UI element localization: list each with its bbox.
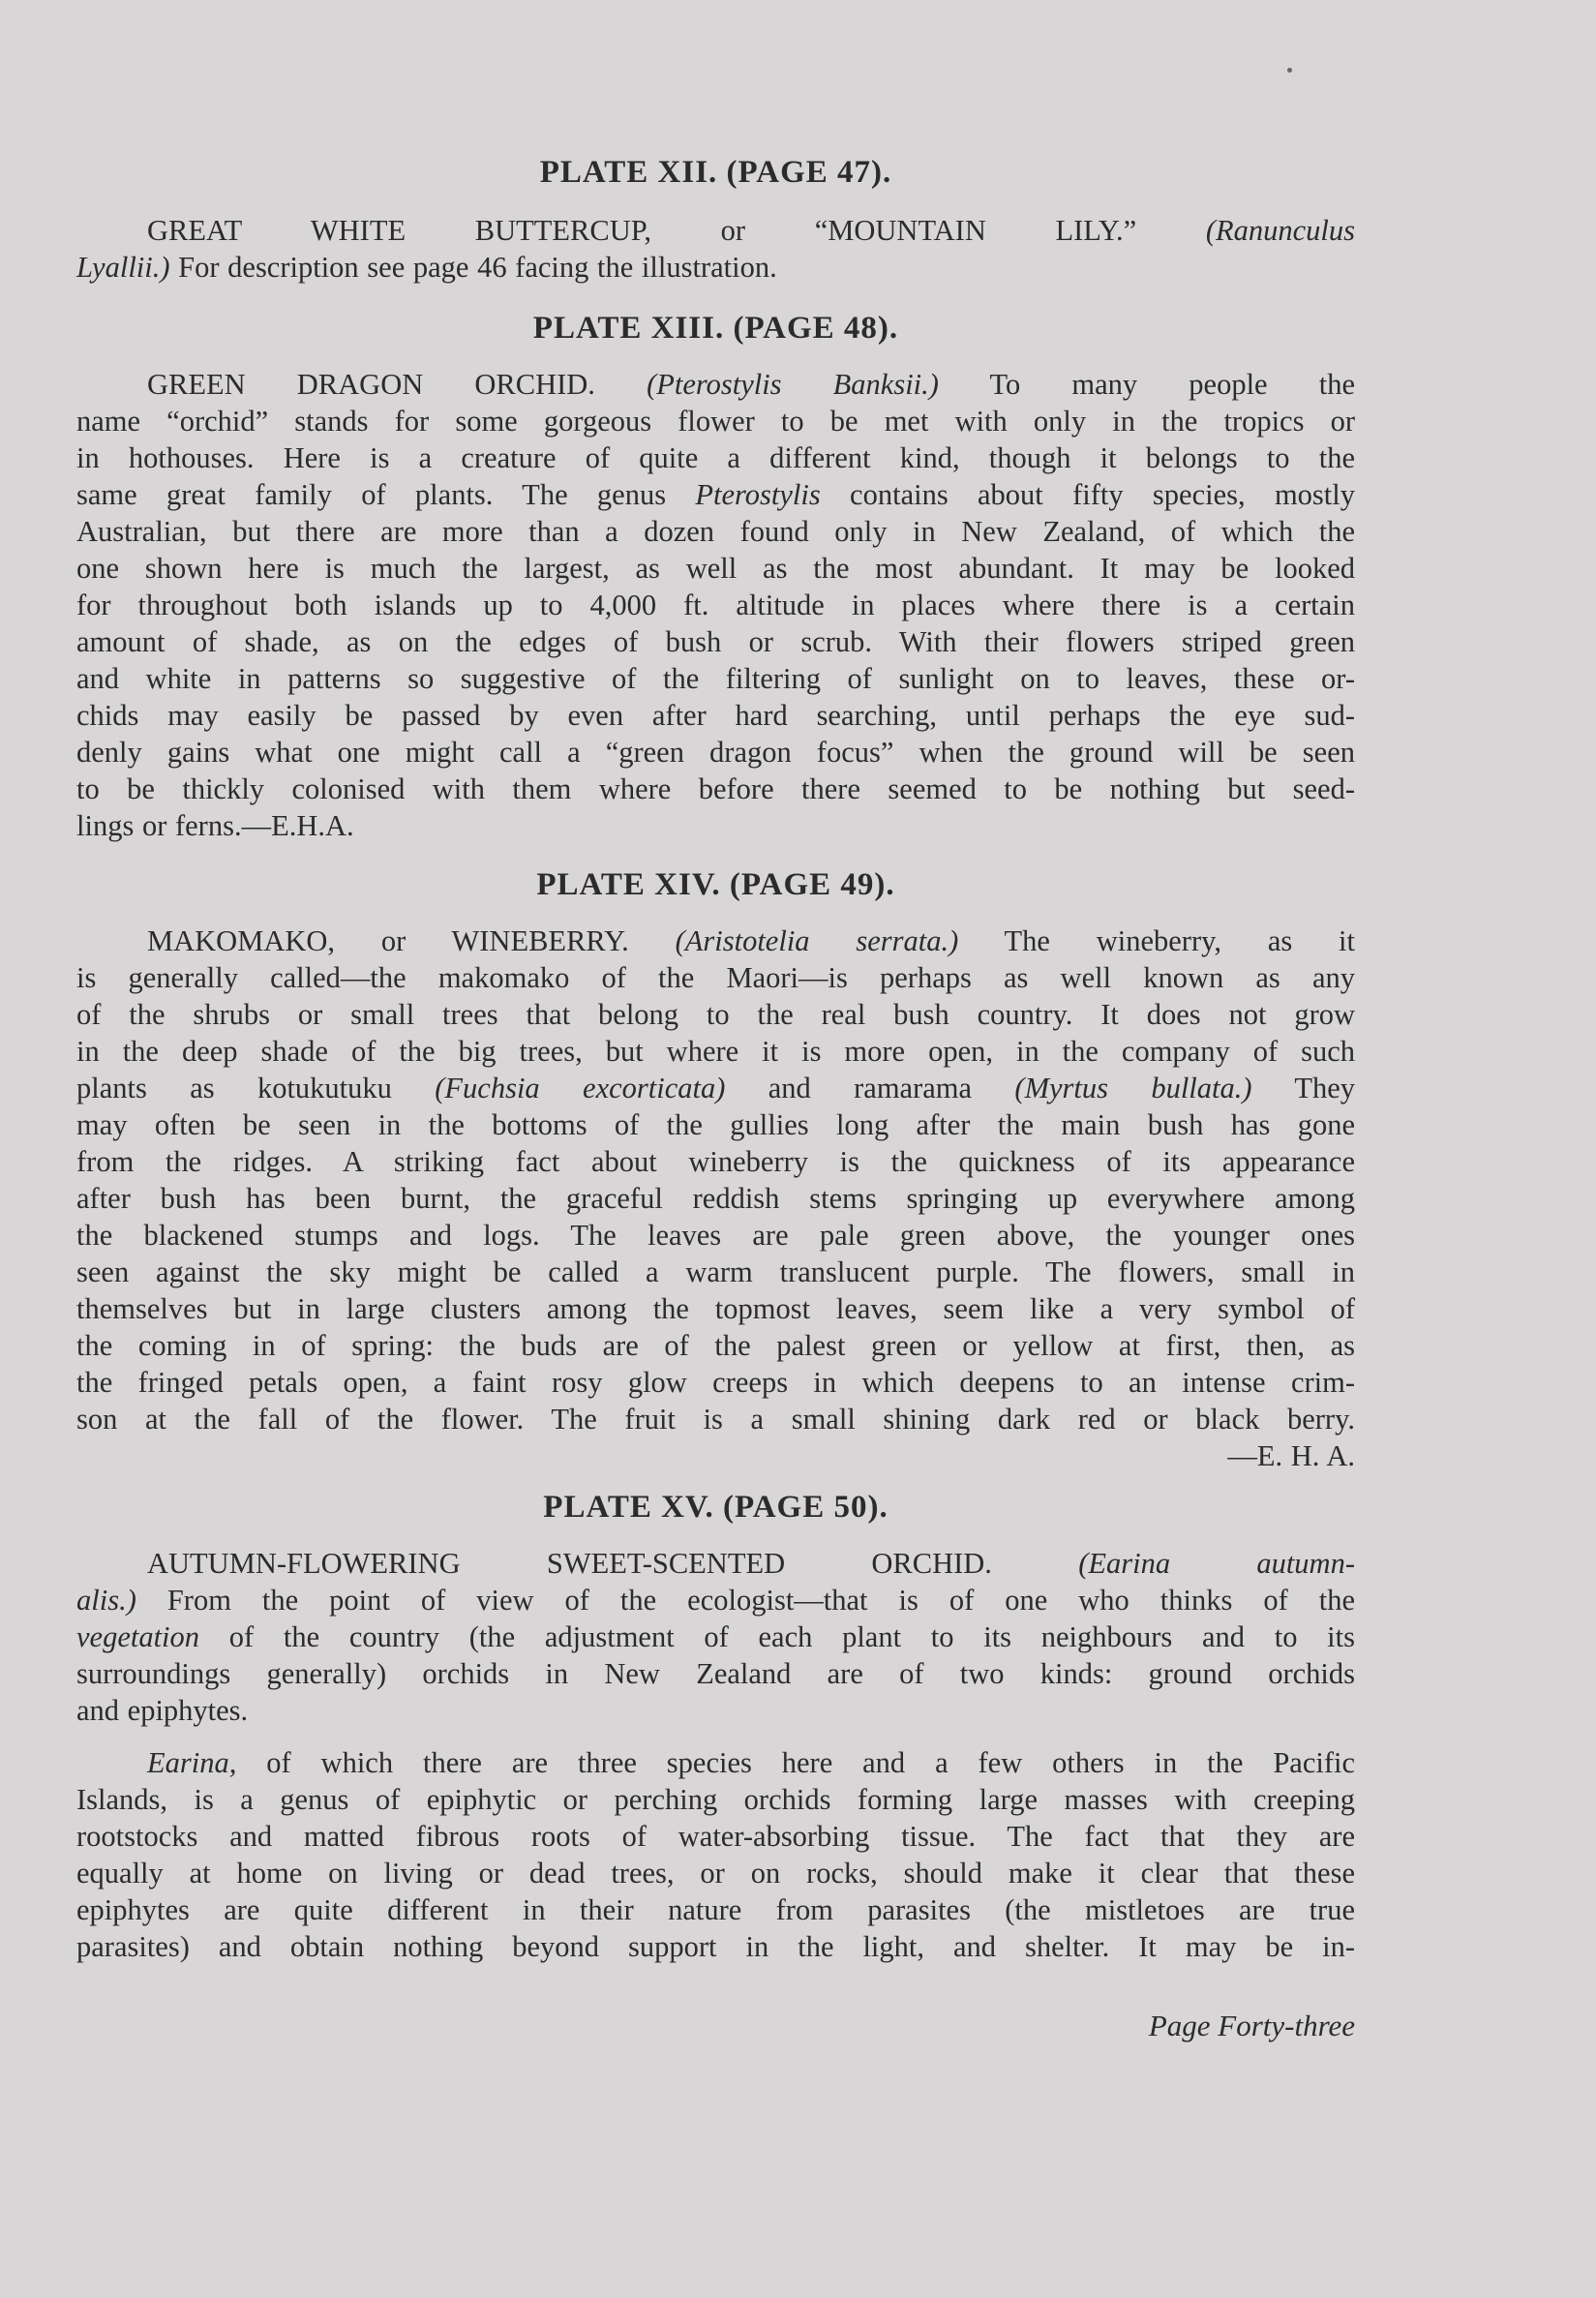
text-run: plants as kotukutuku [76,1072,436,1104]
text-run: denly gains what one might call a “green dragon focus” when the ground will be seen [76,736,1355,769]
text-line [76,1582,1355,1618]
text-line [76,1401,1355,1437]
text-line [76,1180,1355,1217]
text-line [76,1254,1355,1290]
text-run: in hothouses. Here is a creature of quite a different kind, though it belongs to the [76,441,1355,474]
text-run: and epiphytes. [76,1694,249,1727]
text-line [76,1545,1355,1582]
text-line [76,1818,1355,1855]
text-line [76,1364,1355,1401]
paragraph [76,1744,1355,1965]
italic-text: Pterostylis [695,478,821,511]
text-line [76,623,1355,660]
text-run: From the point of view of the ecologist—that is of one who thinks of the [136,1584,1355,1617]
text-line [76,1070,1355,1106]
plate-xv-text [76,1545,1355,1965]
text-run: AUTUMN-FLOWERING SWEET-SCENTED ORCHID. [147,1547,1079,1580]
plate-heading: PLATE XII. (PAGE 47). [539,155,892,190]
italic-text: (Ranunculus [1205,214,1355,247]
italic-text: (Earina autumn- [1078,1547,1355,1580]
text-run: They [1251,1072,1355,1104]
italic-text: (Fuchsia excorticata) [435,1072,726,1104]
text-line [76,587,1355,623]
text-run: surroundings generally) orchids in New Zealand are of two kinds: ground orchids [76,1657,1355,1690]
text-line [76,996,1355,1033]
text-line [76,697,1355,734]
text-line [76,1855,1355,1891]
text-run: To many people the [938,368,1355,401]
text-line [76,1744,1355,1781]
text-run: of the shrubs or small trees that belong to the real bush country. It does not grow [76,998,1355,1031]
text-line [76,513,1355,550]
paragraph [76,212,1355,286]
italic-text: (Myrtus bullata.) [1014,1072,1252,1104]
text-run: parasites) and obtain nothing beyond support in the light, and shelter. It may be in- [76,1930,1355,1963]
italic-text: (Pterostylis Banksii.) [647,368,939,401]
text-line [76,439,1355,476]
text-run: to be thickly colonised with them where before there seemed to be nothing but seed- [76,772,1355,805]
text-run: is generally called—the makomako of the Maori—is perhaps as well known as any [76,961,1355,994]
text-line [76,550,1355,587]
text-line [76,660,1355,697]
text-run: the fringed petals open, a faint rosy glow creeps in which deepens to an intense crim- [76,1366,1355,1399]
text-line [76,922,1355,959]
text-run: themselves but in large clusters among the topmost leaves, seem like a very symbol of [76,1292,1355,1325]
plate-xiii-text [76,366,1355,844]
text-line [76,734,1355,771]
text-line [76,807,1355,844]
text-line [76,366,1355,403]
plate-heading: PLATE XIV. (PAGE 49). [536,867,895,902]
text-line [76,212,1355,249]
text-line [76,1692,1355,1729]
text-line [76,1290,1355,1327]
text-line [76,1437,1355,1474]
text-run: the blackened stumps and logs. The leaves are pale green above, the younger ones [76,1219,1355,1252]
text-run: lings or ferns.—E.H.A. [76,809,354,842]
text-run: after bush has been burnt, the graceful reddish stems springing up everywhere among [76,1182,1355,1215]
text-line [76,403,1355,439]
text-run: epiphytes are quite different in their nature from parasites (the mistletoes are true [76,1893,1355,1926]
text-line [76,249,1355,286]
italic-text: (Aristotelia serrata.) [675,924,959,957]
text-run: from the ridges. A striking fact about wineberry is the quickness of its appearance [76,1145,1355,1178]
text-run: amount of shade, as on the edges of bush or scrub. With their flowers striped green [76,625,1355,658]
paper-speck [1287,68,1292,73]
text-line [76,1891,1355,1928]
italic-text: vegetation [76,1620,200,1653]
text-run: The wineberry, as it [958,924,1355,957]
text-run: rootstocks and matted fibrous roots of water-absorbing tissue. The fact that they are [76,1820,1355,1853]
text-run: equally at home on living or dead trees, or on rocks, should make it clear that these [76,1857,1355,1890]
text-run: GREAT WHITE BUTTERCUP, or “MOUNTAIN LILY.” [147,214,1206,247]
text-run: —E. H. A. [1227,1439,1355,1472]
text-run: one shown here is much the largest, as well as the most abundant. It may be looked [76,552,1355,585]
text-line [76,1781,1355,1818]
plate-heading: PLATE XIII. (PAGE 48). [532,311,899,346]
text-line [76,1928,1355,1965]
text-run: and white in patterns so suggestive of the filtering of sunlight on to leaves, these or- [76,662,1355,695]
plate-xiv-text [76,922,1355,1474]
italic-text: alis.) [76,1584,136,1617]
text-run: in the deep shade of the big trees, but where it is more open, in the company of such [76,1035,1355,1068]
text-run: For description see page 46 facing the illustration. [169,251,777,284]
text-line [76,1655,1355,1692]
text-line [76,1143,1355,1180]
italic-text: Earina, [147,1746,237,1779]
text-line [76,959,1355,996]
text-line [76,476,1355,513]
text-line [76,1106,1355,1143]
paragraph [76,922,1355,1474]
text-line [76,1217,1355,1254]
page-number: Page Forty-three [1148,2009,1355,2042]
text-run: may often be seen in the bottoms of the gullies long after the main bush has gone [76,1108,1355,1141]
text-line [76,1033,1355,1070]
plate-heading: PLATE XV. (PAGE 50). [543,1490,888,1525]
paragraph [76,366,1355,844]
paragraph [76,1545,1355,1729]
italic-text: Lyallii.) [76,251,170,284]
text-run: MAKOMAKO, or WINEBERRY. [147,924,676,957]
plate-xii-text [76,212,1355,286]
text-run: Australian, but there are more than a dozen found only in New Zealand, of which the [76,515,1355,548]
text-run: of the country (the adjustment of each plant to its neighbours and to its [199,1620,1355,1653]
text-run: Islands, is a genus of epiphytic or perching orchids forming large masses with creeping [76,1783,1355,1816]
text-line [76,771,1355,807]
text-run: name “orchid” stands for some gorgeous flower to be met with only in the tropics or [76,405,1355,438]
text-run: same great family of plants. The genus [76,478,696,511]
text-run: son at the fall of the flower. The fruit is a small shining dark red or black berry. [76,1403,1355,1436]
text-run: seen against the sky might be called a warm translucent purple. The flowers, small in [76,1255,1355,1288]
text-run: chids may easily be passed by even after hard searching, until perhaps the eye sud- [76,699,1355,732]
text-run: and ramarama [725,1072,1015,1104]
text-run: GREEN DRAGON ORCHID. [147,368,647,401]
text-line [76,1618,1355,1655]
text-run: for throughout both islands up to 4,000 ft. altitude in places where there is a certain [76,589,1355,621]
text-run: contains about fifty species, mostly [820,478,1355,511]
text-run: the coming in of spring: the buds are of the palest green or yellow at first, then, as [76,1329,1355,1362]
text-run: of which there are three species here and a few others in the Pacific [236,1746,1355,1779]
text-line [76,1327,1355,1364]
